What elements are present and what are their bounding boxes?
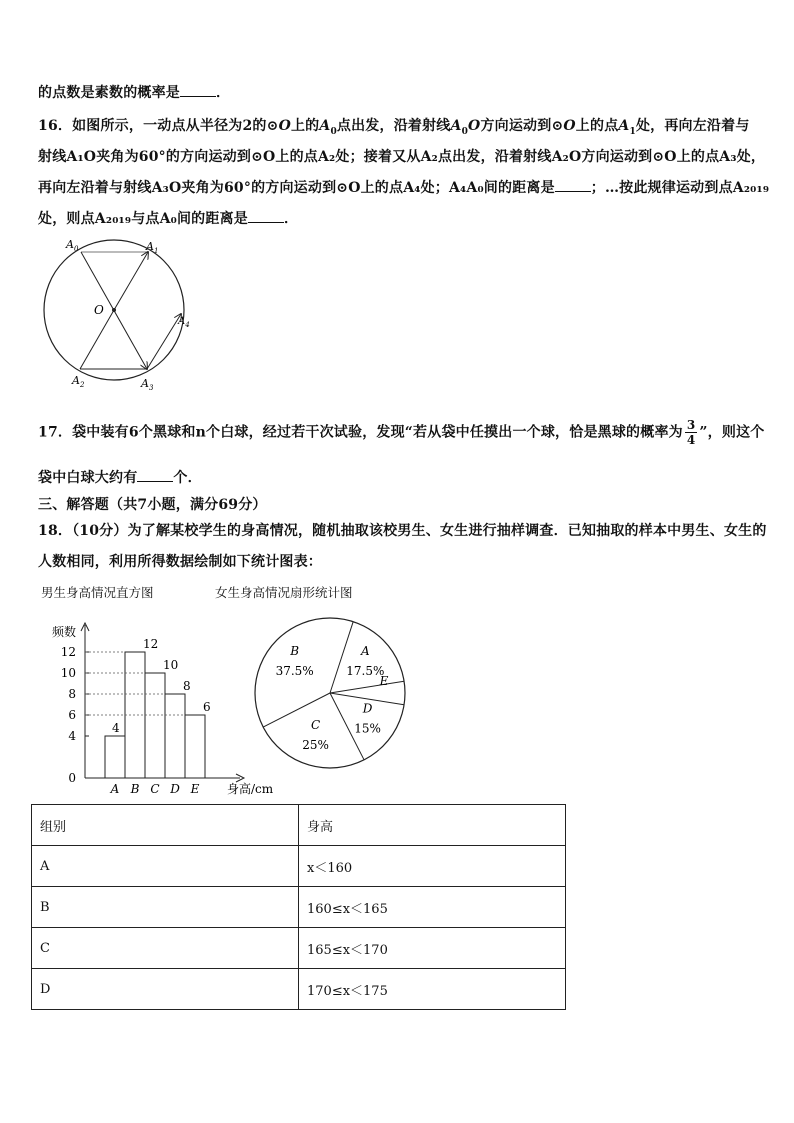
table-cell: A bbox=[32, 846, 299, 887]
slice-label: A bbox=[361, 643, 370, 658]
slice-value-label: 25% bbox=[302, 738, 329, 753]
q18-line-1 bbox=[38, 520, 767, 540]
q16-text-4: 处，则点A₂₀₁₉与点A₀间的距离是 bbox=[38, 211, 248, 227]
label-o: O bbox=[94, 303, 104, 317]
x-tick-label: A bbox=[110, 782, 120, 796]
q17-line-2 bbox=[38, 467, 202, 487]
section-title bbox=[38, 494, 267, 514]
q16-text-1c: 点出发，沿着射线 bbox=[336, 118, 451, 134]
label-a0: $A_0$ bbox=[66, 238, 79, 253]
q17-text-1a: 17．袋中装有6个黑球和n个白球，经过若干次试验，发现“若从袋中任摸出一个球，恰是黑球的概率为 bbox=[38, 424, 683, 441]
fraction bbox=[685, 418, 698, 447]
histogram-title: 男生身高情况直方图 bbox=[41, 585, 154, 600]
label-a2: $A_2$ bbox=[72, 374, 85, 389]
q16-text-4-end: ． bbox=[283, 211, 299, 227]
x-tick-label: C bbox=[150, 782, 160, 796]
table-cell: x＜160 bbox=[299, 846, 566, 887]
section-title-text: 三、解答题（共7小题，满分69分） bbox=[38, 497, 267, 513]
table-cell: D bbox=[32, 969, 299, 1010]
slice-value-label: 17.5% bbox=[346, 663, 385, 678]
q16-line-2 bbox=[38, 146, 765, 166]
q16-text-3a: 再向左沿着与射线A₃O夹角为60°的方向运动到⊙O上的点A₄处；A₄A₀间的距离是 bbox=[38, 180, 555, 196]
label-a1: $A_1$ bbox=[146, 240, 159, 255]
y-tick-label: 6 bbox=[68, 708, 76, 722]
bar-a bbox=[105, 736, 125, 778]
q17-text-1b: ”，则这个 bbox=[699, 424, 765, 441]
bar-e bbox=[185, 715, 205, 778]
slice-label: B bbox=[290, 643, 300, 658]
q16-text-1d: 方向运动到⊙ bbox=[480, 118, 564, 134]
segment-a1-a2 bbox=[114, 252, 148, 310]
pie-chart bbox=[250, 615, 420, 775]
q16-line-3 bbox=[38, 177, 769, 197]
bar-d bbox=[165, 694, 185, 778]
table-header-cell: 组别 bbox=[32, 805, 299, 846]
table-cell: 170≤x＜175 bbox=[299, 969, 566, 1010]
slice-edge-e bbox=[330, 681, 404, 693]
table-row bbox=[32, 887, 566, 928]
q16-text-1e: 上的点 bbox=[575, 118, 619, 134]
table-cell: B bbox=[32, 887, 299, 928]
q16-text-1b: 上的 bbox=[290, 118, 320, 134]
y-axis-label: 频数 bbox=[52, 625, 77, 639]
answer-blank bbox=[555, 179, 591, 192]
q17-line-1 bbox=[38, 418, 764, 447]
q18-text-1: 18．（10分）为了解某校学生的身高情况，随机抽取该校男生、女生进行抽样调查．已知抽取的样本中男生、女生的 bbox=[38, 523, 767, 539]
q18-text-2: 人数相同，利用所得数据绘制如下统计图表： bbox=[38, 554, 322, 570]
label-a4: $A_4$ bbox=[178, 316, 190, 329]
table-header-cell: 身高 bbox=[299, 805, 566, 846]
q17-text-2b: 个． bbox=[173, 470, 202, 486]
x-tick-label: E bbox=[190, 782, 200, 796]
q16-text-3b: ；…按此规律运动到点A₂₀₁₉ bbox=[590, 180, 770, 196]
answer-blank bbox=[137, 469, 173, 482]
circle-figure bbox=[36, 232, 196, 392]
table-row bbox=[32, 846, 566, 887]
q16-text-1f: 处，再向左沿着与 bbox=[635, 118, 750, 134]
y-tick-label: 8 bbox=[68, 687, 76, 701]
table-cell: 165≤x＜170 bbox=[299, 928, 566, 969]
x-tick-label: B bbox=[130, 782, 140, 796]
q15-end: ． bbox=[216, 85, 231, 101]
y-tick-label: 4 bbox=[68, 729, 76, 743]
x-tick-label: D bbox=[170, 782, 180, 796]
q16-line-4 bbox=[38, 208, 298, 228]
slice-label: C bbox=[311, 718, 321, 733]
q18-line-2 bbox=[38, 551, 322, 571]
q16-line-1: 16．如图所示，一动点从半径为2的⊙O上的$A_0$点出发，沿着射线$A_0O$方向运动到⊙O上的点$A_1$处，再向左沿着与 bbox=[38, 118, 750, 137]
y-tick-label: 0 bbox=[68, 771, 76, 785]
y-tick-label: 10 bbox=[60, 666, 76, 680]
height-group-table bbox=[31, 804, 566, 1010]
q16-text-2: 射线A₁O夹角为60°的方向运动到⊙O上的点A₂处；接着又从A₂点出发，沿着射线A₂O方向运动到⊙O上的点A₃处， bbox=[38, 149, 766, 165]
center-dot bbox=[112, 308, 116, 312]
data-label: 12 bbox=[143, 637, 159, 651]
slice-edge-a bbox=[330, 622, 353, 693]
x-axis-label: 身高/cm bbox=[227, 782, 274, 796]
q16-text-1a: 16．如图所示，一动点从半径为2的⊙ bbox=[38, 118, 279, 134]
data-label: 8 bbox=[183, 679, 191, 693]
y-tick-label: 12 bbox=[60, 645, 76, 659]
data-label: 6 bbox=[203, 700, 211, 714]
q15-text: 的点数是素数的概率是 bbox=[38, 85, 180, 101]
data-label: 10 bbox=[163, 658, 179, 672]
table-cell: C bbox=[32, 928, 299, 969]
answer-blank bbox=[248, 210, 284, 223]
slice-value-label: 15% bbox=[354, 721, 381, 736]
table-header-row bbox=[32, 805, 566, 846]
q17-text-2a: 袋中白球大约有 bbox=[38, 470, 138, 486]
label-a3: $A_3$ bbox=[141, 377, 154, 392]
segment-a1-a2b bbox=[80, 310, 114, 369]
answer-blank bbox=[180, 84, 216, 97]
slice-value-label: 37.5% bbox=[275, 663, 314, 678]
bar-c bbox=[145, 673, 165, 778]
slice-label: E bbox=[379, 674, 389, 688]
table-row bbox=[32, 928, 566, 969]
table-row bbox=[32, 969, 566, 1010]
frac-numerator: 3 bbox=[686, 418, 696, 432]
pie-title: 女生身高情况扇形统计图 bbox=[215, 585, 353, 600]
data-label: 4 bbox=[112, 721, 120, 735]
table-cell: 160≤x＜165 bbox=[299, 887, 566, 928]
slice-label: D bbox=[362, 701, 373, 716]
q15-tail bbox=[38, 82, 230, 102]
frac-denominator: 4 bbox=[686, 433, 696, 447]
